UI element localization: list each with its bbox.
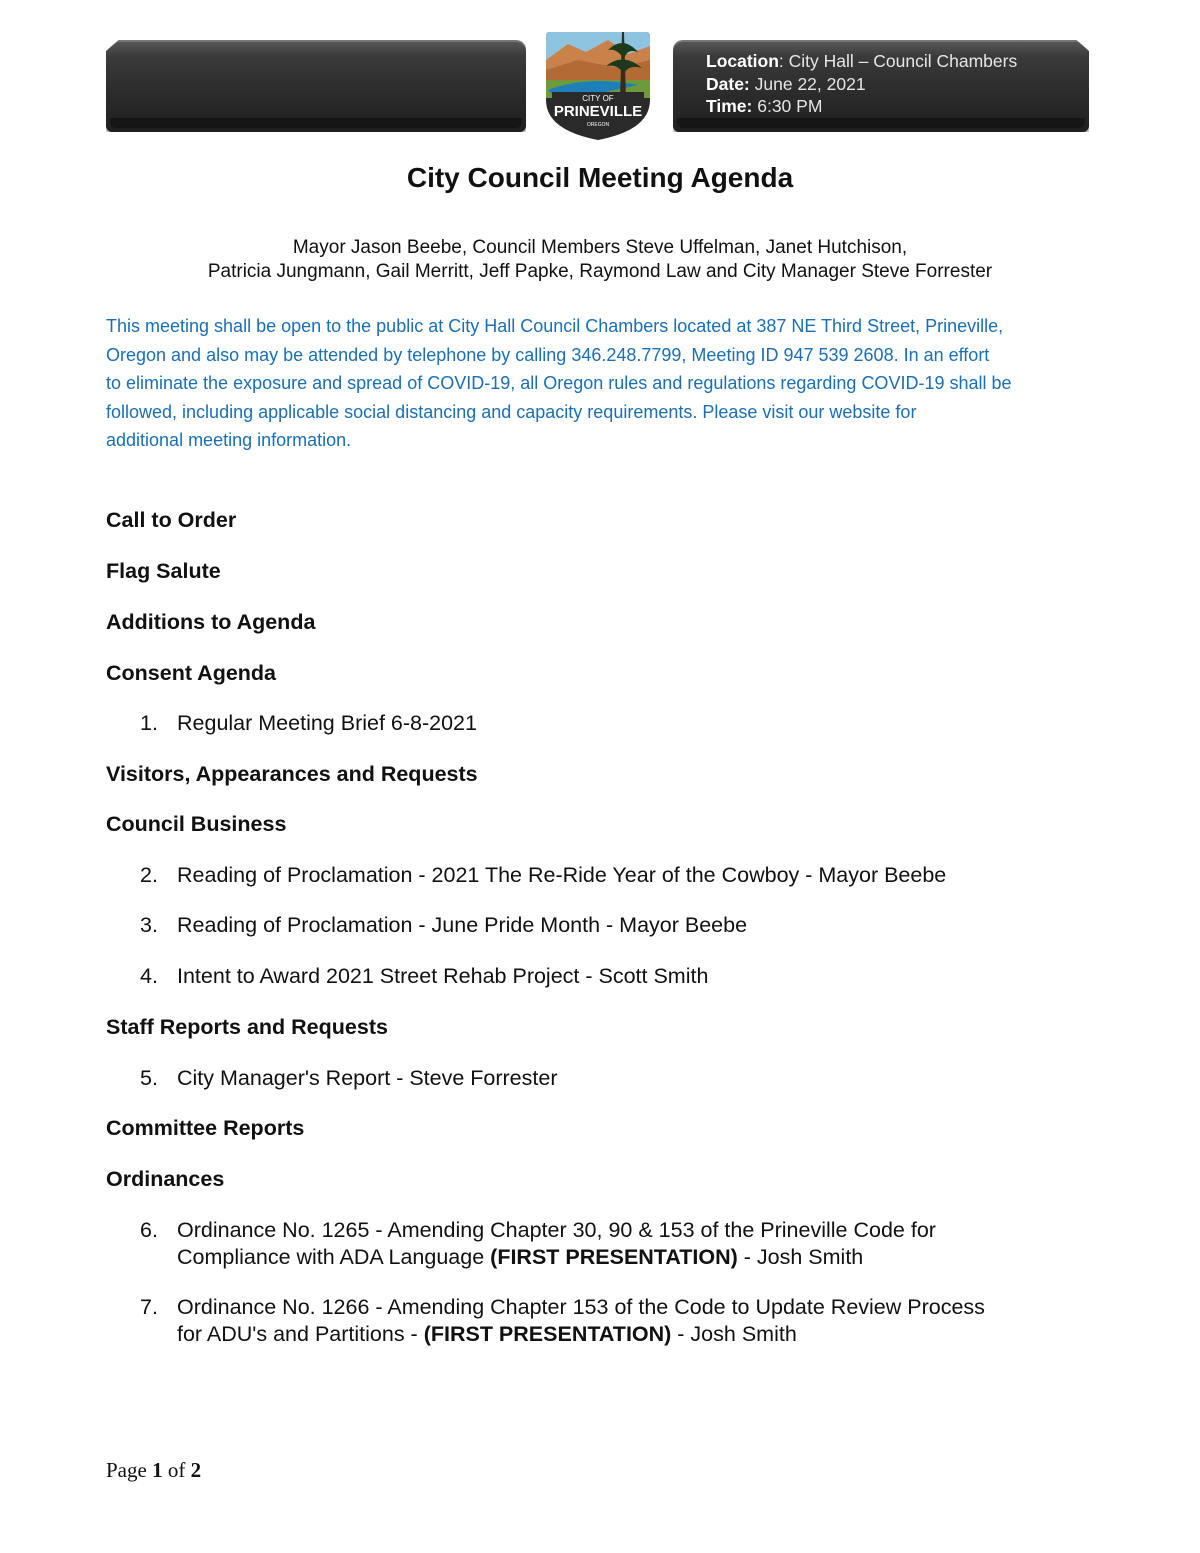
- item-text: Ordinance No. 1266 - Amending Chapter 153 of the Code to Update Review Process for ADU's and Partitions - (FIRST PRESENTATION) - Josh Smith: [177, 1295, 985, 1346]
- section-consent-agenda: Consent Agenda: [106, 661, 277, 685]
- item-number: 4.: [140, 964, 158, 988]
- item-text: Reading of Proclamation - June Pride Month - Mayor Beebe: [177, 913, 748, 937]
- section-council-business: Council Business: [106, 812, 287, 836]
- council-members: [0, 236, 1200, 284]
- section-additions: Additions to Agenda: [106, 610, 316, 634]
- presentation-tag: (FIRST PRESENTATION): [490, 1245, 738, 1269]
- item-number: 1.: [140, 711, 158, 735]
- notice-line-2: Oregon and also may be attended by telephone by calling 346.248.7799, Meeting ID 947 539 2608. In an effort: [106, 344, 990, 365]
- presentation-tag: (FIRST PRESENTATION): [423, 1322, 672, 1346]
- logo-line3: OREGON: [586, 122, 610, 128]
- logo-line2: PRINEVILLE: [553, 103, 643, 120]
- section-staff-reports: Staff Reports and Requests: [106, 1015, 388, 1039]
- item-text: Regular Meeting Brief 6-8-2021: [177, 711, 477, 735]
- item-text: City Manager's Report - Steve Forrester: [177, 1066, 558, 1090]
- header-bar-left: [106, 40, 526, 132]
- public-notice: [106, 312, 1101, 455]
- item-number: 2.: [140, 863, 158, 887]
- section-committee-reports: Committee Reports: [106, 1116, 305, 1140]
- page-number: Page 1 of 2: [106, 1458, 202, 1482]
- item-number: 6.: [140, 1218, 158, 1242]
- page-title: City Council Meeting Agenda: [406, 162, 794, 193]
- notice-line-5: additional meeting information.: [106, 430, 352, 450]
- item-text: Intent to Award 2021 Street Rehab Project - Scott Smith: [177, 964, 709, 988]
- item-number: 5.: [140, 1066, 158, 1090]
- members-line-2: Patricia Jungmann, Gail Merritt, Jeff Papke, Raymond Law and City Manager Steve Forrester: [207, 261, 993, 282]
- section-ordinances: Ordinances: [106, 1167, 225, 1191]
- section-visitors: Visitors, Appearances and Requests: [106, 762, 478, 786]
- notice-line-4: followed, including applicable social distancing and capacity requirements. Please visit our website for: [106, 401, 917, 422]
- location-line: Location: City Hall – Council Chambers: [706, 51, 1018, 71]
- section-flag-salute: Flag Salute: [106, 559, 221, 583]
- section-call-to-order: Call to Order: [106, 508, 237, 532]
- item-number: 7.: [140, 1295, 158, 1319]
- item-text: Reading of Proclamation - 2021 The Re-Ride Year of the Cowboy - Mayor Beebe: [177, 863, 947, 887]
- item-text: Ordinance No. 1265 - Amending Chapter 30, 90 & 153 of the Prineville Code for Compliance with ADA Language (FIRST PRESENTATION) - Josh Smith: [177, 1218, 936, 1269]
- city-logo: [538, 30, 658, 142]
- notice-line-1: This meeting shall be open to the public at City Hall Council Chambers located at 387 NE Third Street, Prineville,: [106, 316, 1004, 336]
- item-number: 3.: [140, 913, 158, 937]
- members-line-1: Mayor Jason Beebe, Council Members Steve Uffelman, Janet Hutchison,: [292, 237, 908, 258]
- meeting-info: [706, 50, 1017, 118]
- date-line: Date: June 22, 2021: [706, 73, 866, 94]
- item-line-1: Ordinance No. 1266 - Amending Chapter 153 of the Code to Update Review Process: [177, 1295, 985, 1319]
- logo-line1: CITY OF: [582, 94, 614, 103]
- notice-line-3: to eliminate the exposure and spread of COVID-19, all Oregon rules and regulations regarding COVID-19 shall be: [106, 373, 1012, 393]
- time-line: Time: 6:30 PM: [706, 96, 823, 116]
- item-line-1: Ordinance No. 1265 - Amending Chapter 30, 90 & 153 of the Prineville Code for: [177, 1218, 936, 1242]
